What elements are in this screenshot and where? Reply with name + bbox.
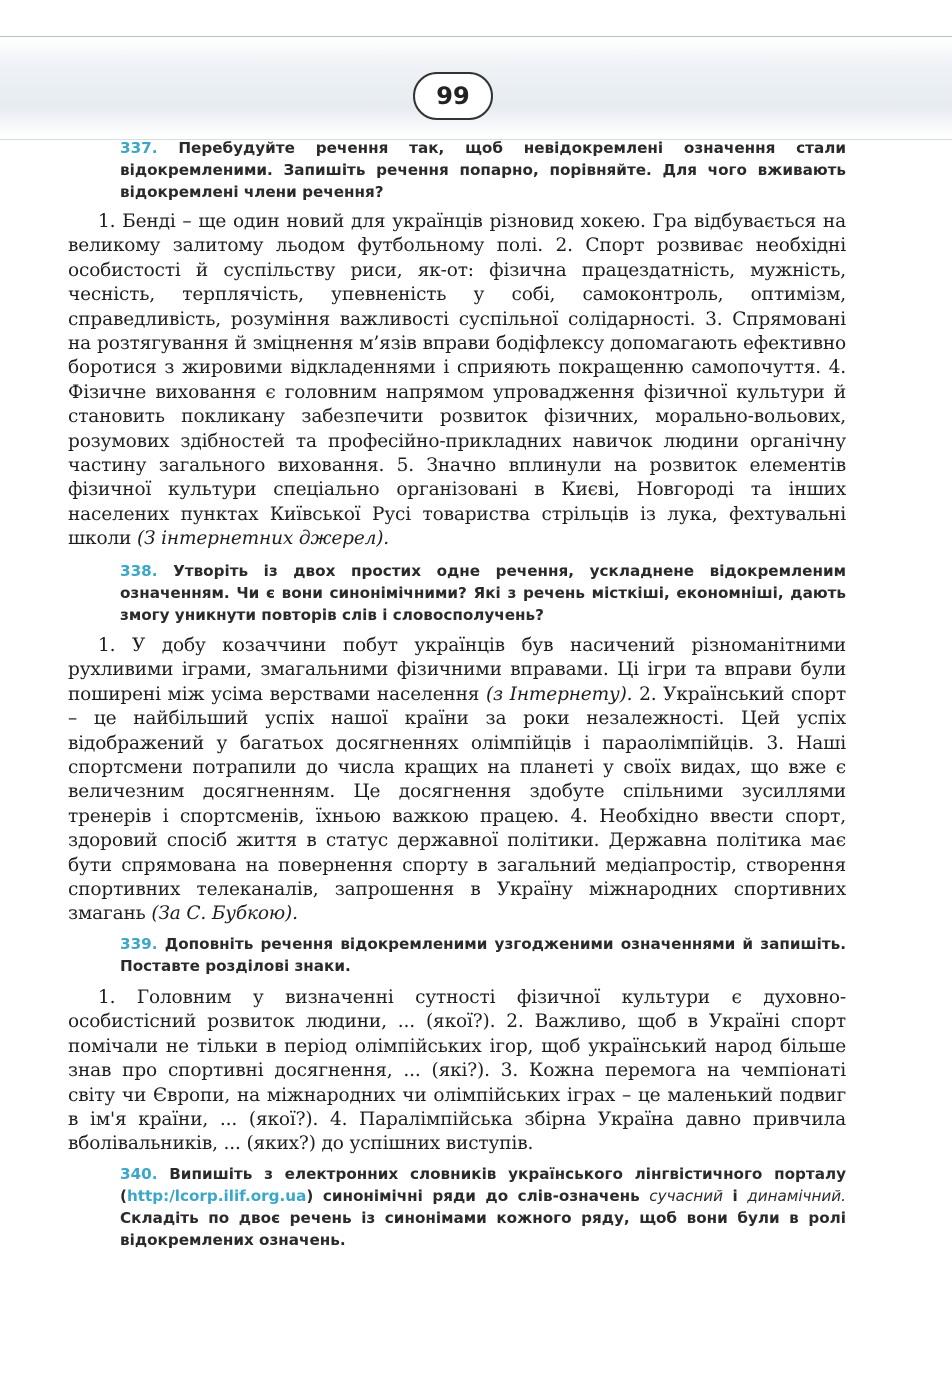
word-dynamic: динамічний. (747, 1187, 847, 1205)
exercise-338-number: 338. (120, 562, 158, 580)
exercise-339-instruction (120, 933, 846, 977)
exercise-340-task-part1: Випишіть з електронних словників українського лінгвістичного порталу ( (120, 1165, 846, 1205)
page-number: 99 (413, 72, 493, 120)
exercise-338-source-2: (За С. Бубкою). (151, 903, 298, 925)
exercise-338-text (68, 634, 846, 927)
conjunction: і (732, 1187, 738, 1205)
exercise-338-instruction (120, 560, 846, 626)
exercise-338-source-1: (з Інтернету). (485, 683, 633, 705)
exercise-340-instruction (120, 1163, 846, 1251)
exercise-338-task: Утворіть із двох простих одне речення, ускладнене відокремленим означенням. Чи є вони синонімічними? Які з речень місткіші, економніші, дають змогу уникнути повторів слів і словосполучень? (120, 562, 846, 624)
exercise-337-text (68, 210, 846, 552)
exercise-338-sentences-2: 2. Український спорт – це найбільший успіх нашої країни за роки незалежності. Цей успіх відображений у багатьох досягненнях олімпійців і параолімпійців. 3. Наші спортсмени потрапили до числа кращих на планеті у своїх видах, що вже є величезним досягненням. Це досягнення здобуте спільними зусиллями тренерів і спортсменів, їхньою важкою працею. 4. Необхідно ввести спорт, здоровий спосіб життя в статус державної політики. Державна політика має бути спрямована на повернення спорту в загальний медіапростір, створення спортивних телеканалів, запрошення в Україну міжнародних спортивних змагань (68, 683, 847, 925)
exercise-337-source: (З інтернетних джерел). (136, 528, 390, 550)
exercise-339-task: Доповніть речення відокремленими узгодженими означеннями й запишіть. Поставте розділові знаки. (120, 935, 846, 975)
exercise-337-sentences: 1. Бенді – ще один новий для українців різновид хокею. Гра відбувається на великому залитому льодом футбольному полі. 2. Спорт розвиває необхідні особистості й суспільству риси, як-от: фізична працездатність, мужність, чесність, терплячість, упевненість у собі, самоконтроль, оптимізм, справедливість, розуміння важливості суспільної солідарності. 3. Спрямовані на розтягування й зміцнення м’язів вправи бодіфлексу допомагають ефективно боротися з жировими відкладеннями і сприяють покращенню самопочуття. 4. Фізичне виховання є головним напрямом упровадження фізичної культури й становить покликану забезпечити розвиток фізичних, морально-вольових, розумових здібностей та професійно-прикладних навичок людини органічну частину загального виховання. 5. Значно вплинули на розвиток елементів фізичної культури спеціально організовані в Києві, Новгороді та інших населених пунктах Київської Русі товариства стрільців із лука, фехтувальні школи (68, 211, 846, 550)
exercise-337-number: 337. (120, 139, 158, 157)
exercise-337-task: Перебудуйте речення так, щоб невідокремлені означення стали відокремленими. Запишіть речення попарно, порівняйте. Для чого вживають відокремлені члени речення? (120, 139, 847, 201)
exercise-338-sentences-1: 1. У добу козаччини побут українців був насичений різноманітними рухливими іграми, змагальними фізичними вправами. Ці ігри та вправи були поширені між усіма верствами населення (68, 635, 846, 705)
exercise-337-instruction (120, 137, 846, 203)
exercise-340-task-part2: ) синонімічні ряди до слів-означень (306, 1187, 640, 1205)
exercise-339-number: 339. (120, 935, 158, 953)
portal-link[interactable]: http:/lcorp.ilif.org.ua (126, 1187, 307, 1205)
exercise-340-number: 340. (120, 1165, 158, 1183)
exercise-339-text (68, 986, 846, 1157)
word-modern: сучасний (649, 1187, 723, 1205)
exercise-339-sentences: 1. Головним у визначенні сутності фізичної культури є духовно-особистісний розвиток людини, ... (якої?). 2. Важливо, щоб в Україні спорт помічали не тільки в період олімпійських ігор, щоб український народ більше знав про спортивні досягнення, ... (які?). 3. Кожна перемога на чемпіонаті світу чи Європи, на міжнародних чи олімпійських іграх – це маленький подвиг в ім'я країни, ... (якої?). 4. Паралімпійська збірна Україна давно привчила вболівальників, ... (яких?) до успішних виступів. (68, 987, 846, 1155)
exercise-340-task-part3: Складіть по двоє речень із синонімами кожного ряду, щоб вони були в ролі відокремлених означень. (120, 1209, 846, 1249)
